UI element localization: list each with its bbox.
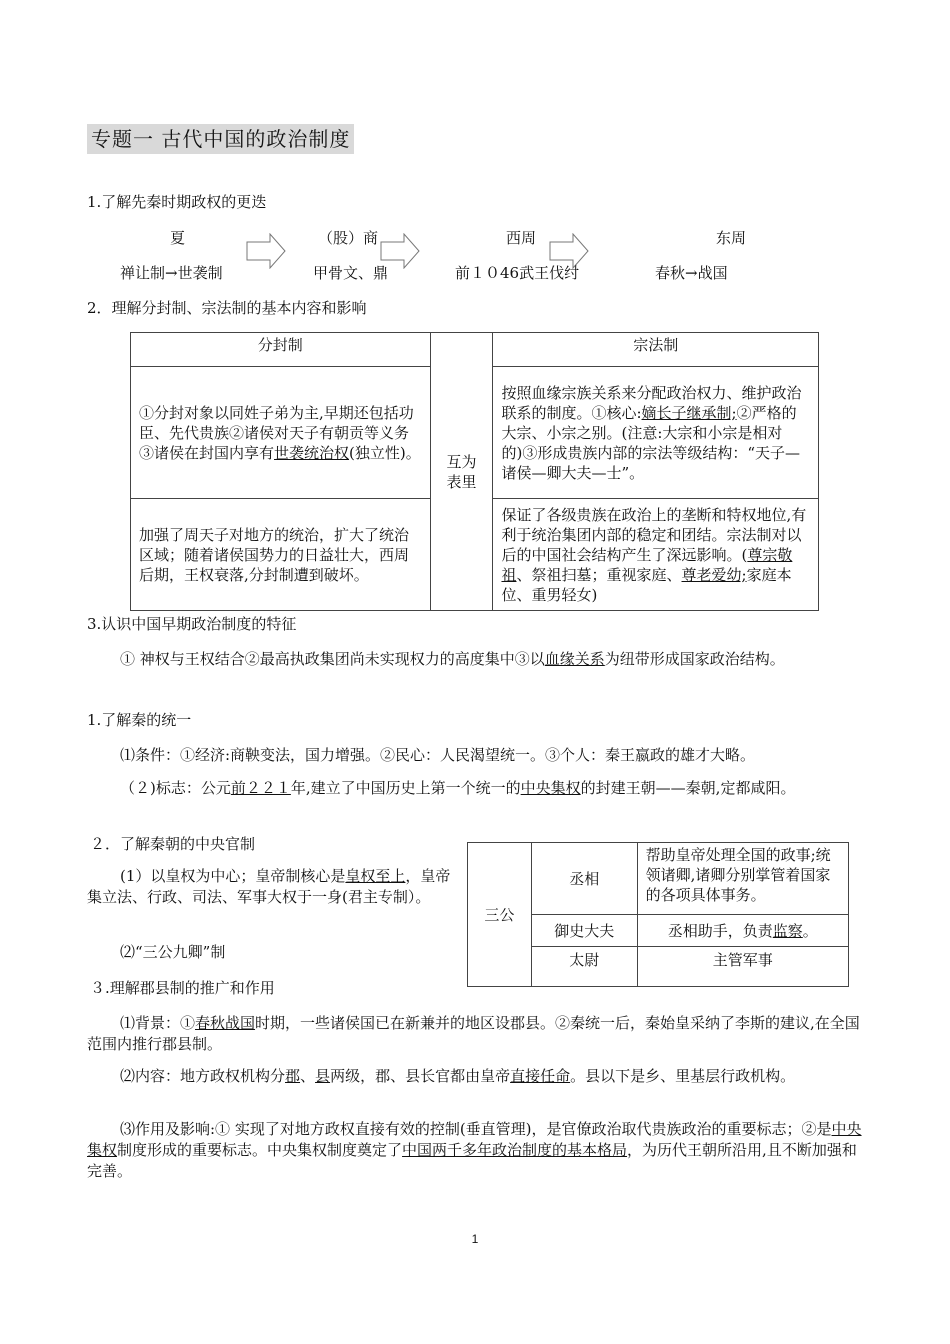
era-sub-xizhou: 前１０46武王伐纣 bbox=[455, 264, 580, 282]
page-number: 1 bbox=[471, 1232, 479, 1246]
qin-conditions: ⑴条件：①经济:商鞅变法，国力增强。②民心：人民渴望统一。③个人：秦王嬴政的雄才大略。 bbox=[120, 746, 756, 764]
fengjian-zongfa-table bbox=[130, 332, 819, 611]
section-2-heading: 2．理解分封制、宗法制的基本内容和影响 bbox=[87, 299, 367, 317]
qin-officials-p2: ⑵“三公九卿”制 bbox=[120, 943, 226, 961]
section-3-text: ① 神权与王权结合②最高执政集团尚未实现权力的高度集中③以血缘关系为纽带形成国家政治结构。 bbox=[120, 650, 785, 668]
col-header-fengjian: 分封制 bbox=[131, 333, 431, 367]
section-3-heading: 3.认识中国早期政治制度的特征 bbox=[87, 615, 297, 633]
mid-cell: 互为表里 bbox=[430, 333, 493, 611]
era-shang: （股）商 bbox=[318, 229, 379, 247]
qin-mark: （２)标志：公元前２２１年,建立了中国历史上第一个统一的中央集权的封建王朝——秦朝,定都咸阳。 bbox=[120, 779, 796, 797]
sangong-r2-desc: 丞相助手，负责监察。 bbox=[637, 915, 848, 947]
sangong-r2-name: 御史大夫 bbox=[531, 915, 637, 947]
zongfa-content: 按照血缘宗族关系来分配政治权力、维护政治联系的制度。①核心:嫡长子继承制;②严格的大宗、小宗之别。(注意:大宗和小宗是相对的)③形成贵族内部的宗法等级结构：“天子—诸侯—卿大夫—士”。 bbox=[493, 367, 819, 499]
qin-officials-p1: (1）以皇权为中心；皇帝制核心是皇权至上，皇帝集立法、行政、司法、军事大权于一身(君主专制）。 bbox=[87, 867, 451, 906]
era-sub-dongzhou: 春秋→战国 bbox=[655, 264, 728, 282]
qin-officials-heading: ２．了解秦朝的中央官制 bbox=[90, 835, 256, 853]
era-sub-xia: 禅让制→世袭制 bbox=[120, 264, 223, 282]
sangong-r3-desc: 主管军事 bbox=[637, 947, 848, 987]
fengjian-impact: 加强了周天子对地方的统治，扩大了统治区域；随着诸侯国势力的日益壮大，西周后期，王权衰落,分封制遭到破坏。 bbox=[131, 499, 431, 611]
arrow-icon bbox=[246, 233, 286, 269]
sangong-r1-name: 丞相 bbox=[531, 843, 637, 915]
junxian-effects: ⑶作用及影响:① 实现了对地方政权直接有效的控制(垂直管理)，是官僚政治取代贵族政治的重要标志；②是中央集权制度形成的重要标志。中央集权制度奠定了中国两千多年政治制度的基本格局，为历代王朝所沿用,且不断加强和完善。 bbox=[87, 1120, 862, 1180]
era-xia: 夏 bbox=[170, 229, 186, 247]
sangong-table bbox=[467, 842, 849, 987]
junxian-background: ⑴背景：①春秋战国时期，一些诸侯国已在新兼并的地区设郡县。②秦统一后，秦始皇采纳了李斯的建议,在全国范围内推行郡县制。 bbox=[87, 1014, 860, 1053]
qin-unification-heading: 1.了解秦的统一 bbox=[87, 711, 192, 729]
zongfa-impact: 保证了各级贵族在政治上的垄断和特权地位,有利于统治集团内部的稳定和团结。宗法制对以后的中国社会结构产生了深远影响。(尊宗敬祖、祭祖扫墓；重视家庭、尊老爱幼;家庭本位、重男轻女) bbox=[493, 499, 819, 611]
sangong-r3-name: 太尉 bbox=[531, 947, 637, 987]
junxian-content: ⑵内容：地方政权机构分郡、县两级，郡、县长官都由皇帝直接任命。县以下是乡、里基层行政机构。 bbox=[120, 1067, 796, 1085]
era-dongzhou: 东周 bbox=[716, 229, 747, 247]
era-xizhou: 西周 bbox=[506, 229, 537, 247]
fengjian-content: ①分封对象以同姓子弟为主,早期还包括功臣、先代贵族②诸侯对天子有朝贡等义务③诸侯在封国内享有世袭统治权(独立性)。 bbox=[131, 367, 431, 499]
sangong-r1-desc: 帮助皇帝处理全国的政事;统领诸卿,诸卿分别掌管着国家的各项具体事务。 bbox=[637, 843, 848, 915]
section-1-heading: 1.了解先秦时期政权的更迭 bbox=[87, 193, 267, 211]
page-title: 专题一 古代中国的政治制度 bbox=[87, 124, 354, 154]
sangong-group: 三公 bbox=[468, 843, 532, 987]
junxian-heading: ３.理解郡县制的推广和作用 bbox=[90, 979, 275, 997]
col-header-zongfa: 宗法制 bbox=[493, 333, 819, 367]
era-sub-shang: 甲骨文、鼎 bbox=[313, 264, 389, 282]
